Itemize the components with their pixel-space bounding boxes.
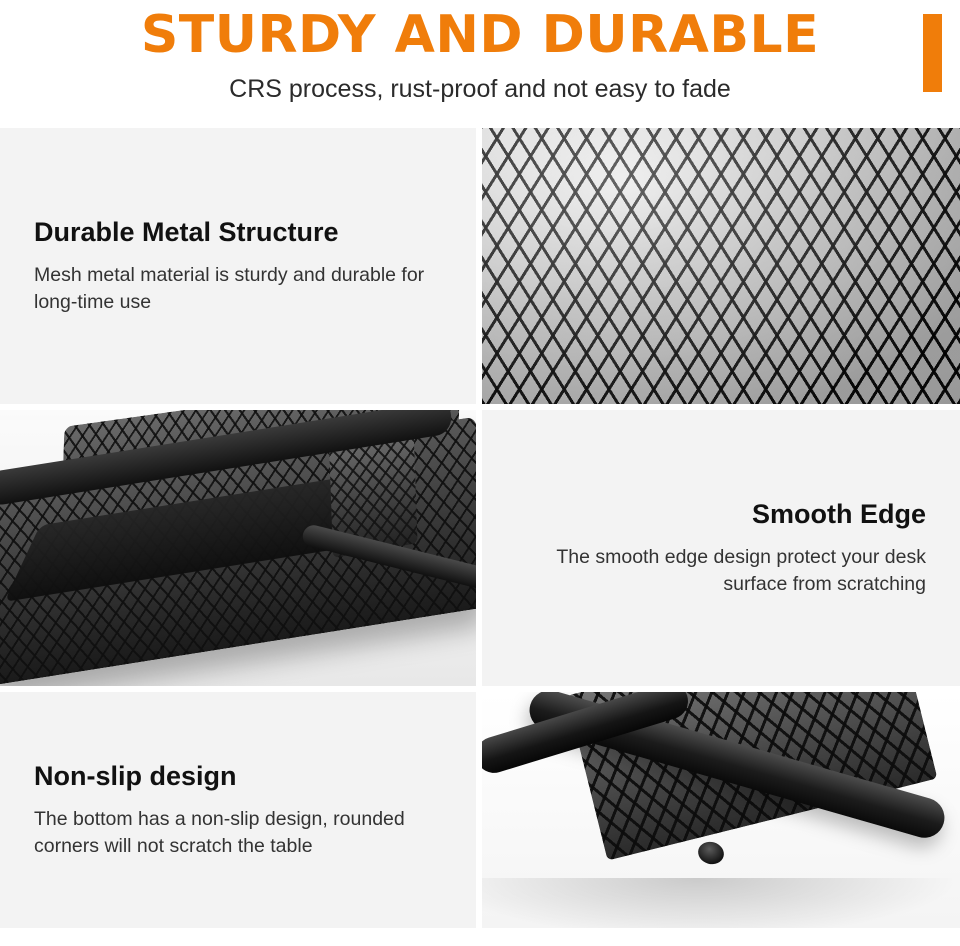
mesh-texture: [482, 128, 960, 404]
header: [0, 0, 960, 128]
feature-image-organizer-tray: [0, 410, 476, 686]
page-title: STURDY AND DURABLE: [140, 5, 820, 65]
tray-scene: [0, 410, 476, 686]
page-subtitle: CRS process, rust-proof and not easy to fade: [229, 75, 731, 103]
feature-image-corner-detail: [482, 692, 960, 928]
feature-title: Non-slip design: [34, 761, 237, 791]
feature-panel-durable-metal-structure: [0, 128, 476, 404]
feature-row: [0, 128, 960, 404]
feature-grid: [0, 128, 960, 928]
drop-shadow: [482, 878, 960, 928]
non-slip-foot: [695, 839, 726, 867]
orange-accent-bar: [923, 14, 942, 92]
feature-description: Mesh metal material is sturdy and durable for long-time use: [34, 264, 425, 313]
feature-description: The smooth edge design protect your desk surface from scratching: [556, 546, 926, 595]
feature-description: The bottom has a non-slip design, rounded corners will not scratch the table: [34, 808, 405, 857]
feature-panel-smooth-edge: [482, 410, 960, 686]
feature-row: [0, 692, 960, 928]
feature-title: Durable Metal Structure: [34, 217, 339, 247]
feature-row: [0, 410, 960, 686]
feature-panel-non-slip-design: [0, 692, 476, 928]
feature-image-mesh-closeup: [482, 128, 960, 404]
feature-title: Smooth Edge: [752, 499, 926, 529]
corner-scene: [482, 692, 960, 928]
